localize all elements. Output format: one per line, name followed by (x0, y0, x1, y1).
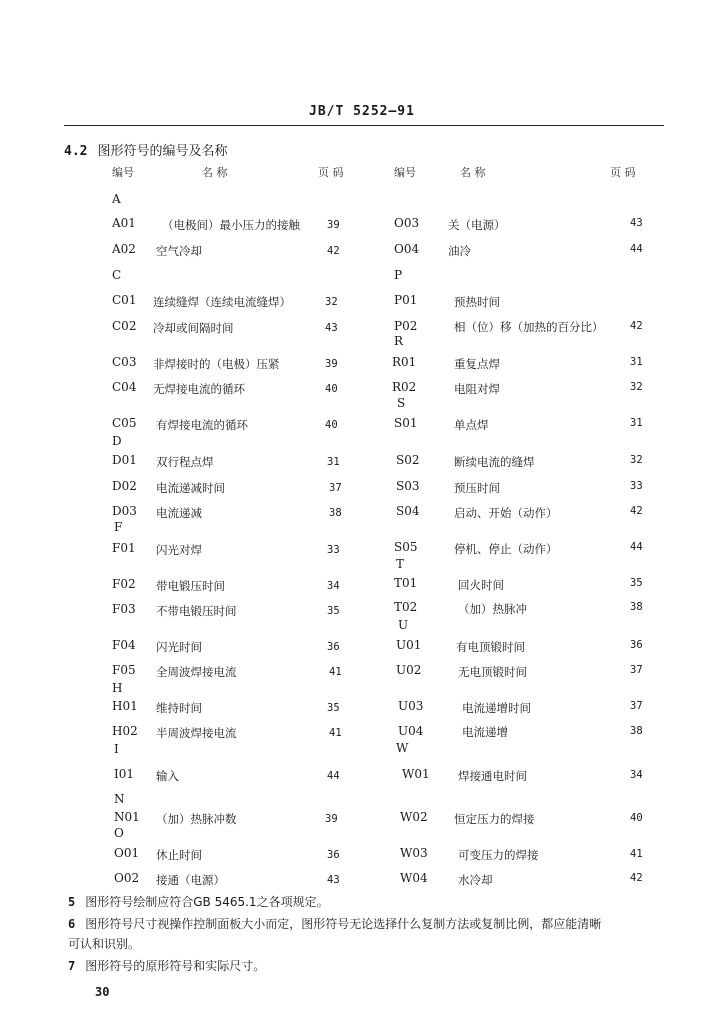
symbol-code: R02 (392, 380, 417, 394)
symbol-code: D01 (112, 453, 137, 467)
page-ref: 36 (630, 639, 643, 651)
symbol-name: 双行程点焊 (156, 455, 214, 469)
symbol-name: 电流递增 (462, 725, 508, 739)
symbol-code: W03 (400, 846, 428, 860)
symbol-code: W04 (400, 871, 428, 885)
group-letter: O (114, 826, 124, 840)
symbol-code: C02 (112, 319, 137, 333)
page-ref: 36 (327, 641, 340, 653)
group-letter: A (112, 192, 121, 206)
symbol-code: S03 (396, 479, 420, 493)
group-letter: D (112, 434, 122, 448)
symbol-code: I01 (114, 767, 135, 781)
page-ref: 32 (630, 454, 643, 466)
col-head-right-page: 页 码 (610, 166, 636, 179)
symbol-name: 预热时间 (454, 295, 500, 309)
symbol-name: 休止时间 (156, 848, 202, 862)
symbol-name: 非焊接时的（电极）压紧 (153, 357, 280, 371)
page-ref: 36 (327, 849, 340, 861)
symbol-code: U03 (398, 699, 424, 713)
symbol-code: O03 (394, 216, 420, 230)
group-letter: P (394, 268, 403, 282)
page-number: 30 (95, 985, 110, 999)
symbol-name: 空气冷却 (156, 244, 202, 258)
group-letter: S (397, 396, 406, 410)
symbol-code: N01 (114, 810, 140, 824)
col-head-left-name: 名 称 (202, 166, 228, 179)
page-ref: 38 (630, 725, 643, 737)
note-7 (68, 957, 265, 974)
symbol-name: 带电锻压时间 (156, 579, 225, 593)
group-letter: W (396, 741, 409, 755)
symbol-name: 输入 (156, 769, 179, 783)
symbol-name: 电流递增时间 (462, 701, 531, 715)
page-ref: 33 (327, 544, 340, 556)
symbol-name: 电流递减 (156, 506, 202, 520)
page-ref: 40 (630, 812, 643, 824)
page-ref: 40 (325, 419, 338, 431)
page-ref: 42 (630, 505, 643, 517)
symbol-code: C04 (112, 380, 137, 394)
page-ref: 42 (630, 320, 643, 332)
symbol-name: 有焊接电流的循环 (156, 418, 248, 432)
page-ref: 38 (630, 601, 643, 613)
col-head-left-page: 页 码 (318, 166, 344, 179)
symbol-name: 全周波焊接电流 (156, 665, 237, 679)
note-text: 可认和识别。 (68, 937, 141, 951)
symbol-code: H01 (112, 699, 138, 713)
symbol-code: F03 (112, 602, 136, 616)
col-head-left-code: 编号 (112, 166, 134, 179)
symbol-name: 电流递减时间 (156, 481, 225, 495)
symbol-code: T01 (394, 576, 418, 590)
note-text: 图形符号的原形符号和实际尺寸。 (85, 959, 266, 973)
symbol-code: U04 (398, 724, 424, 738)
symbol-name: 不带电锻压时间 (156, 604, 237, 618)
document-header: JB/T 5252—91 (309, 104, 415, 119)
page-ref: 41 (329, 727, 342, 739)
page-ref: 37 (630, 700, 643, 712)
symbol-code: C05 (112, 416, 137, 430)
symbol-code: F04 (112, 638, 136, 652)
symbol-name: 半周波焊接电流 (156, 726, 237, 740)
group-letter: C (112, 268, 122, 282)
group-letter: H (112, 681, 123, 695)
symbol-code: U01 (396, 638, 422, 652)
page-ref: 35 (630, 577, 643, 589)
symbol-name: 恒定压力的焊接 (454, 812, 535, 826)
page-ref: 33 (630, 480, 643, 492)
symbol-name: 可变压力的焊接 (458, 848, 539, 862)
header-rule (64, 125, 664, 126)
symbol-name: 预压时间 (454, 481, 500, 495)
note-number: 5 (68, 895, 76, 909)
symbol-code: S05 (394, 540, 418, 554)
symbol-name: 启动、开始（动作） (454, 506, 558, 520)
group-letter: F (114, 520, 123, 534)
symbol-name: 闪光时间 (156, 640, 202, 654)
symbol-code: D02 (112, 479, 137, 493)
symbol-code: C03 (112, 355, 137, 369)
group-letter: I (114, 742, 119, 756)
symbol-code: U02 (396, 663, 422, 677)
page-ref: 37 (630, 664, 643, 676)
symbol-name: 停机、停止（动作） (454, 542, 558, 556)
page-ref: 32 (325, 296, 338, 308)
symbol-name: 接通（电源） (156, 873, 225, 887)
symbol-code: W02 (400, 810, 428, 824)
symbol-code: O04 (394, 242, 420, 256)
note-number: 6 (68, 917, 76, 931)
symbol-name: 单点焊 (454, 418, 489, 432)
symbol-code: P02 (394, 319, 418, 333)
page-ref: 42 (630, 872, 643, 884)
page-ref: 34 (630, 769, 643, 781)
page-ref: 44 (327, 770, 340, 782)
symbol-code: S02 (396, 453, 420, 467)
symbol-name: 油冷 (448, 244, 471, 258)
symbol-name: 电阻对焊 (454, 382, 500, 396)
symbol-code: O02 (114, 871, 140, 885)
symbol-code: A02 (112, 242, 136, 256)
symbol-code: F02 (112, 577, 136, 591)
symbol-code: S01 (394, 416, 418, 430)
symbol-code: P01 (394, 293, 418, 307)
page-ref: 39 (325, 358, 338, 370)
page-ref: 35 (327, 702, 340, 714)
page-ref: 37 (329, 482, 342, 494)
note-6 (68, 915, 601, 932)
page-ref: 43 (327, 874, 340, 886)
symbol-code: F01 (112, 541, 136, 555)
symbol-code: T02 (394, 600, 418, 614)
symbol-name: 回火时间 (458, 578, 504, 592)
symbol-name: 闪光对焊 (156, 543, 202, 557)
note-6-continuation (68, 935, 140, 952)
page-ref: 35 (327, 605, 340, 617)
col-head-right-name: 名 称 (460, 166, 486, 179)
symbol-name: 有电顶锻时间 (456, 640, 525, 654)
page-ref: 34 (327, 580, 340, 592)
symbol-name: （加）热脉冲 (458, 602, 527, 616)
symbol-name: 重复点焊 (454, 357, 500, 371)
symbol-code: R01 (392, 355, 417, 369)
page-ref: 41 (630, 848, 643, 860)
group-letter: N (114, 792, 125, 806)
page-ref: 39 (327, 219, 340, 231)
note-text: 图形符号尺寸视操作控制面板大小而定，图形符号无论选择什么复制方法或复制比例，都应能清晰 (85, 917, 602, 931)
group-letter: R (394, 334, 404, 348)
note-text: 图形符号绘制应符合GB 5465.1之各项规定。 (85, 895, 329, 909)
symbol-name: 水冷却 (458, 873, 493, 887)
page-ref: 38 (329, 507, 342, 519)
symbol-code: F05 (112, 663, 136, 677)
note-5 (68, 893, 329, 910)
note-number: 7 (68, 959, 76, 973)
symbol-name: 断续电流的缝焊 (454, 455, 535, 469)
page-ref: 31 (630, 417, 643, 429)
page-ref: 39 (325, 813, 338, 825)
col-head-right-code: 编号 (394, 166, 416, 179)
symbol-name: 连续缝焊（连续电流缝焊） (153, 295, 291, 309)
page-ref: 41 (329, 666, 342, 678)
page-ref: 42 (327, 245, 340, 257)
symbol-code: O01 (114, 846, 140, 860)
section-heading (64, 140, 228, 159)
page-ref: 31 (327, 456, 340, 468)
page-ref: 43 (630, 217, 643, 229)
symbol-code: W01 (402, 767, 430, 781)
symbol-code: D03 (112, 504, 137, 518)
page-ref: 43 (325, 322, 338, 334)
symbol-name: 维持时间 (156, 701, 202, 715)
symbol-name: 关（电源） (448, 218, 506, 232)
page-ref: 32 (630, 381, 643, 393)
symbol-name: 焊接通电时间 (458, 769, 527, 783)
page-ref: 44 (630, 541, 643, 553)
symbol-name: 相（位）移（加热的百分比） (454, 320, 604, 334)
page-ref: 44 (630, 243, 643, 255)
page-ref: 40 (325, 383, 338, 395)
symbol-name: （电极间）最小压力的接触 (162, 218, 300, 232)
symbol-name: （加）热脉冲数 (156, 812, 237, 826)
symbol-code: H02 (112, 724, 138, 738)
group-letter: U (398, 618, 409, 632)
symbol-name: 无电顶锻时间 (458, 665, 527, 679)
symbol-name: 无焊接电流的循环 (153, 382, 245, 396)
section-number: 4.2 (64, 144, 88, 159)
symbol-code: A01 (112, 216, 136, 230)
symbol-code: S04 (396, 504, 420, 518)
symbol-name: 冷却或间隔时间 (153, 321, 234, 335)
group-letter: T (396, 557, 405, 571)
section-title: 图形符号的编号及名称 (97, 144, 228, 159)
page-ref: 31 (630, 356, 643, 368)
symbol-code: C01 (112, 293, 137, 307)
